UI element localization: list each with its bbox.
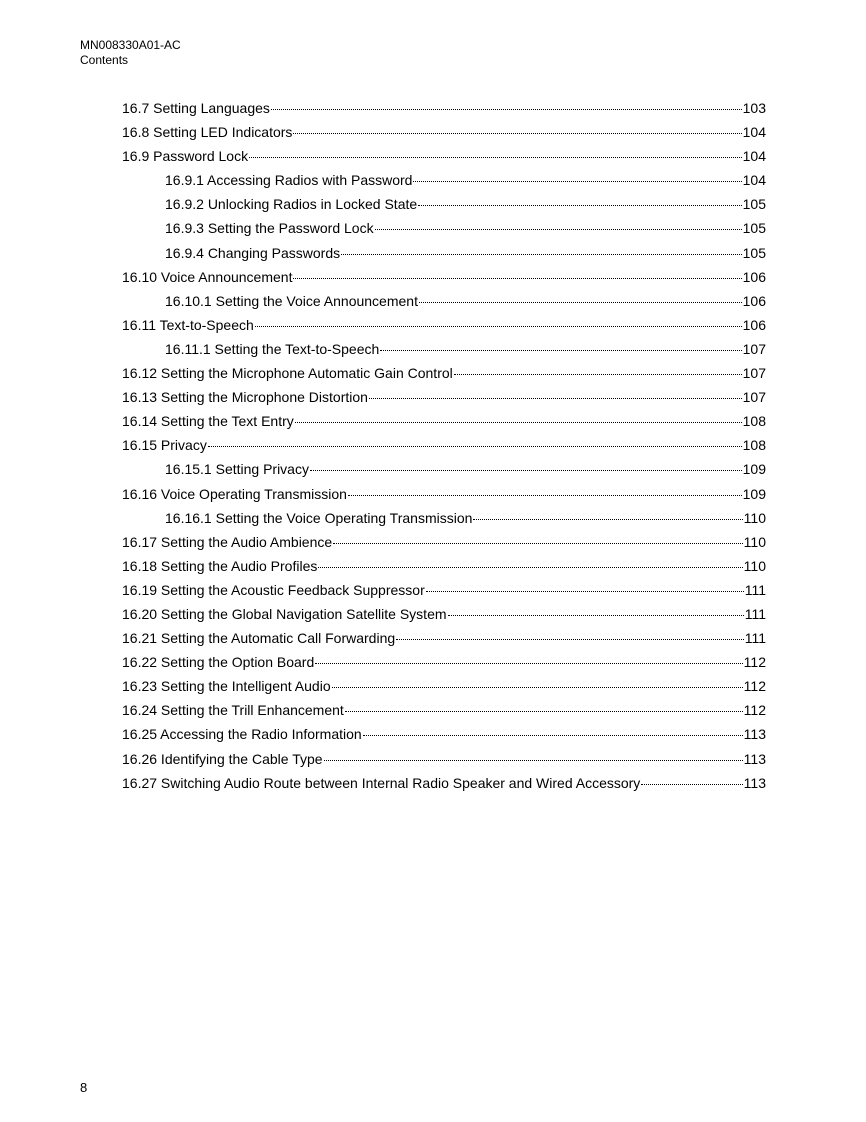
toc-dot-leader: [332, 687, 743, 688]
toc-entry-page: 105: [742, 220, 766, 237]
toc-entry[interactable]: [122, 772, 766, 796]
document-id: MN008330A01-AC: [80, 38, 181, 52]
toc-dot-leader: [419, 302, 742, 303]
toc-entry[interactable]: [122, 121, 766, 145]
toc-entry-page: 109: [742, 461, 766, 478]
toc-entry[interactable]: [122, 675, 766, 699]
toc-entry-title: 16.16.1 Setting the Voice Operating Transmission: [165, 509, 473, 526]
toc-entry[interactable]: [122, 555, 766, 579]
toc-dot-leader: [375, 229, 742, 230]
toc-dot-leader: [249, 157, 742, 158]
toc-entry-title: 16.9.3 Setting the Password Lock: [165, 220, 374, 237]
toc-dot-leader: [208, 446, 742, 447]
toc-entry[interactable]: [122, 434, 766, 458]
toc-dot-leader: [293, 278, 741, 279]
toc-entry[interactable]: [122, 627, 766, 651]
toc-entry-page: 106: [742, 316, 766, 333]
toc-dot-leader: [293, 133, 741, 134]
toc-entry-page: 111: [744, 581, 766, 598]
toc-entry-page: 104: [742, 124, 766, 141]
toc-entry-title: 16.11 Text-to-Speech: [122, 316, 254, 333]
toc-entry-page: 111: [744, 630, 766, 647]
toc-dot-leader: [341, 254, 742, 255]
toc-entry[interactable]: [122, 338, 766, 362]
toc-entry-title: 16.16 Voice Operating Transmission: [122, 485, 347, 502]
toc-entry-title: 16.11.1 Setting the Text-to-Speech: [165, 340, 380, 357]
toc-dot-leader: [333, 543, 743, 544]
toc-entry-title: 16.7 Setting Languages: [122, 100, 270, 116]
toc-dot-leader: [448, 615, 744, 616]
toc-entry[interactable]: [122, 266, 766, 290]
toc-entry-page: 110: [743, 557, 766, 574]
toc-dot-leader: [315, 663, 742, 664]
toc-entry-page: 112: [743, 654, 766, 671]
toc-entry-page: 108: [742, 413, 766, 430]
toc-entry-page: 112: [743, 678, 766, 695]
toc-entry-title: 16.14 Setting the Text Entry: [122, 413, 294, 430]
toc-dot-leader: [396, 639, 744, 640]
toc-entry-title: 16.20 Setting the Global Navigation Satellite System: [122, 605, 447, 622]
toc-entry-page: 104: [742, 148, 766, 165]
toc-entry-page: 113: [743, 726, 766, 743]
toc-entry[interactable]: [122, 169, 766, 193]
toc-entry-page: 106: [742, 268, 766, 285]
toc-entry[interactable]: [122, 362, 766, 386]
toc-entry-page: 105: [742, 244, 766, 261]
toc-dot-leader: [295, 422, 742, 423]
page-number: 8: [80, 1080, 88, 1095]
toc-entry[interactable]: [122, 579, 766, 603]
toc-dot-leader: [363, 735, 743, 736]
toc-entry-page: 108: [742, 437, 766, 454]
toc-entry-title: 16.19 Setting the Acoustic Feedback Suppressor: [122, 581, 425, 598]
toc-dot-leader: [345, 711, 743, 712]
toc-entry-title: 16.9.4 Changing Passwords: [165, 244, 341, 261]
toc-entry[interactable]: [122, 145, 766, 169]
toc-entry-title: 16.9.2 Unlocking Radios in Locked State: [165, 196, 418, 213]
toc-dot-leader: [271, 109, 742, 110]
table-of-contents: [122, 97, 766, 796]
toc-dot-leader: [318, 567, 742, 568]
toc-dot-leader: [641, 784, 742, 785]
toc-dot-leader: [413, 181, 741, 182]
toc-entry[interactable]: [122, 386, 766, 410]
toc-dot-leader: [426, 591, 744, 592]
toc-entry-page: 105: [742, 196, 766, 213]
toc-entry-page: 107: [742, 389, 766, 406]
toc-entry-title: 16.8 Setting LED Indicators: [122, 124, 293, 141]
toc-entry-page: 113: [743, 774, 766, 791]
toc-entry-title: 16.10 Voice Announcement: [122, 268, 293, 285]
toc-dot-leader: [324, 760, 743, 761]
toc-entry-page: 112: [743, 702, 766, 719]
section-title: Contents: [80, 53, 129, 67]
toc-dot-leader: [348, 495, 742, 496]
toc-entry-title: 16.26 Identifying the Cable Type: [122, 750, 323, 767]
toc-entry-title: 16.9.1 Accessing Radios with Password: [165, 172, 413, 189]
toc-entry[interactable]: [122, 193, 766, 217]
toc-entry[interactable]: [122, 748, 766, 772]
toc-entry[interactable]: [122, 314, 766, 338]
toc-entry-title: 16.15.1 Setting Privacy: [165, 461, 309, 478]
toc-dot-leader: [473, 519, 742, 520]
toc-entry-title: 16.27 Switching Audio Route between Internal Radio Speaker and Wired Accessory: [122, 774, 641, 791]
toc-entry-page: 110: [743, 533, 766, 550]
toc-entry[interactable]: [122, 410, 766, 434]
toc-entry-page: 104: [742, 172, 766, 189]
toc-dot-leader: [454, 374, 742, 375]
toc-entry[interactable]: [122, 97, 766, 121]
toc-entry[interactable]: [122, 603, 766, 627]
toc-entry-page: 103: [742, 100, 766, 116]
toc-entry[interactable]: [122, 699, 766, 723]
toc-entry-title: 16.10.1 Setting the Voice Announcement: [165, 292, 418, 309]
toc-entry-title: 16.25 Accessing the Radio Information: [122, 726, 362, 743]
page-header: [80, 38, 181, 68]
toc-entry[interactable]: [122, 651, 766, 675]
toc-entry[interactable]: [122, 483, 766, 507]
toc-entry[interactable]: [122, 507, 766, 531]
toc-entry[interactable]: [122, 531, 766, 555]
toc-entry[interactable]: [122, 458, 766, 482]
toc-entry-page: 111: [744, 605, 766, 622]
toc-entry-title: 16.23 Setting the Intelligent Audio: [122, 678, 331, 695]
toc-dot-leader: [380, 350, 741, 351]
toc-entry[interactable]: [122, 290, 766, 314]
toc-entry-title: 16.18 Setting the Audio Profiles: [122, 557, 318, 574]
toc-entry[interactable]: [122, 242, 766, 266]
toc-entry-title: 16.9 Password Lock: [122, 148, 249, 165]
toc-entry-title: 16.22 Setting the Option Board: [122, 654, 315, 671]
toc-dot-leader: [369, 398, 742, 399]
toc-entry-title: 16.17 Setting the Audio Ambience: [122, 533, 333, 550]
toc-entry-title: 16.12 Setting the Microphone Automatic Gain Control: [122, 365, 453, 382]
toc-entry-title: 16.15 Privacy: [122, 437, 207, 454]
toc-entry-page: 109: [742, 485, 766, 502]
toc-dot-leader: [418, 205, 741, 206]
toc-entry-page: 107: [742, 340, 766, 357]
toc-entry[interactable]: [122, 723, 766, 747]
toc-entry[interactable]: [122, 217, 766, 241]
toc-entry-title: 16.13 Setting the Microphone Distortion: [122, 389, 368, 406]
toc-entry-page: 106: [742, 292, 766, 309]
toc-entry-title: 16.21 Setting the Automatic Call Forwarding: [122, 630, 396, 647]
toc-entry-page: 113: [743, 750, 766, 767]
toc-entry-page: 110: [743, 509, 766, 526]
toc-dot-leader: [255, 326, 742, 327]
toc-dot-leader: [310, 470, 742, 471]
toc-entry-page: 107: [742, 365, 766, 382]
toc-entry-title: 16.24 Setting the Trill Enhancement: [122, 702, 344, 719]
